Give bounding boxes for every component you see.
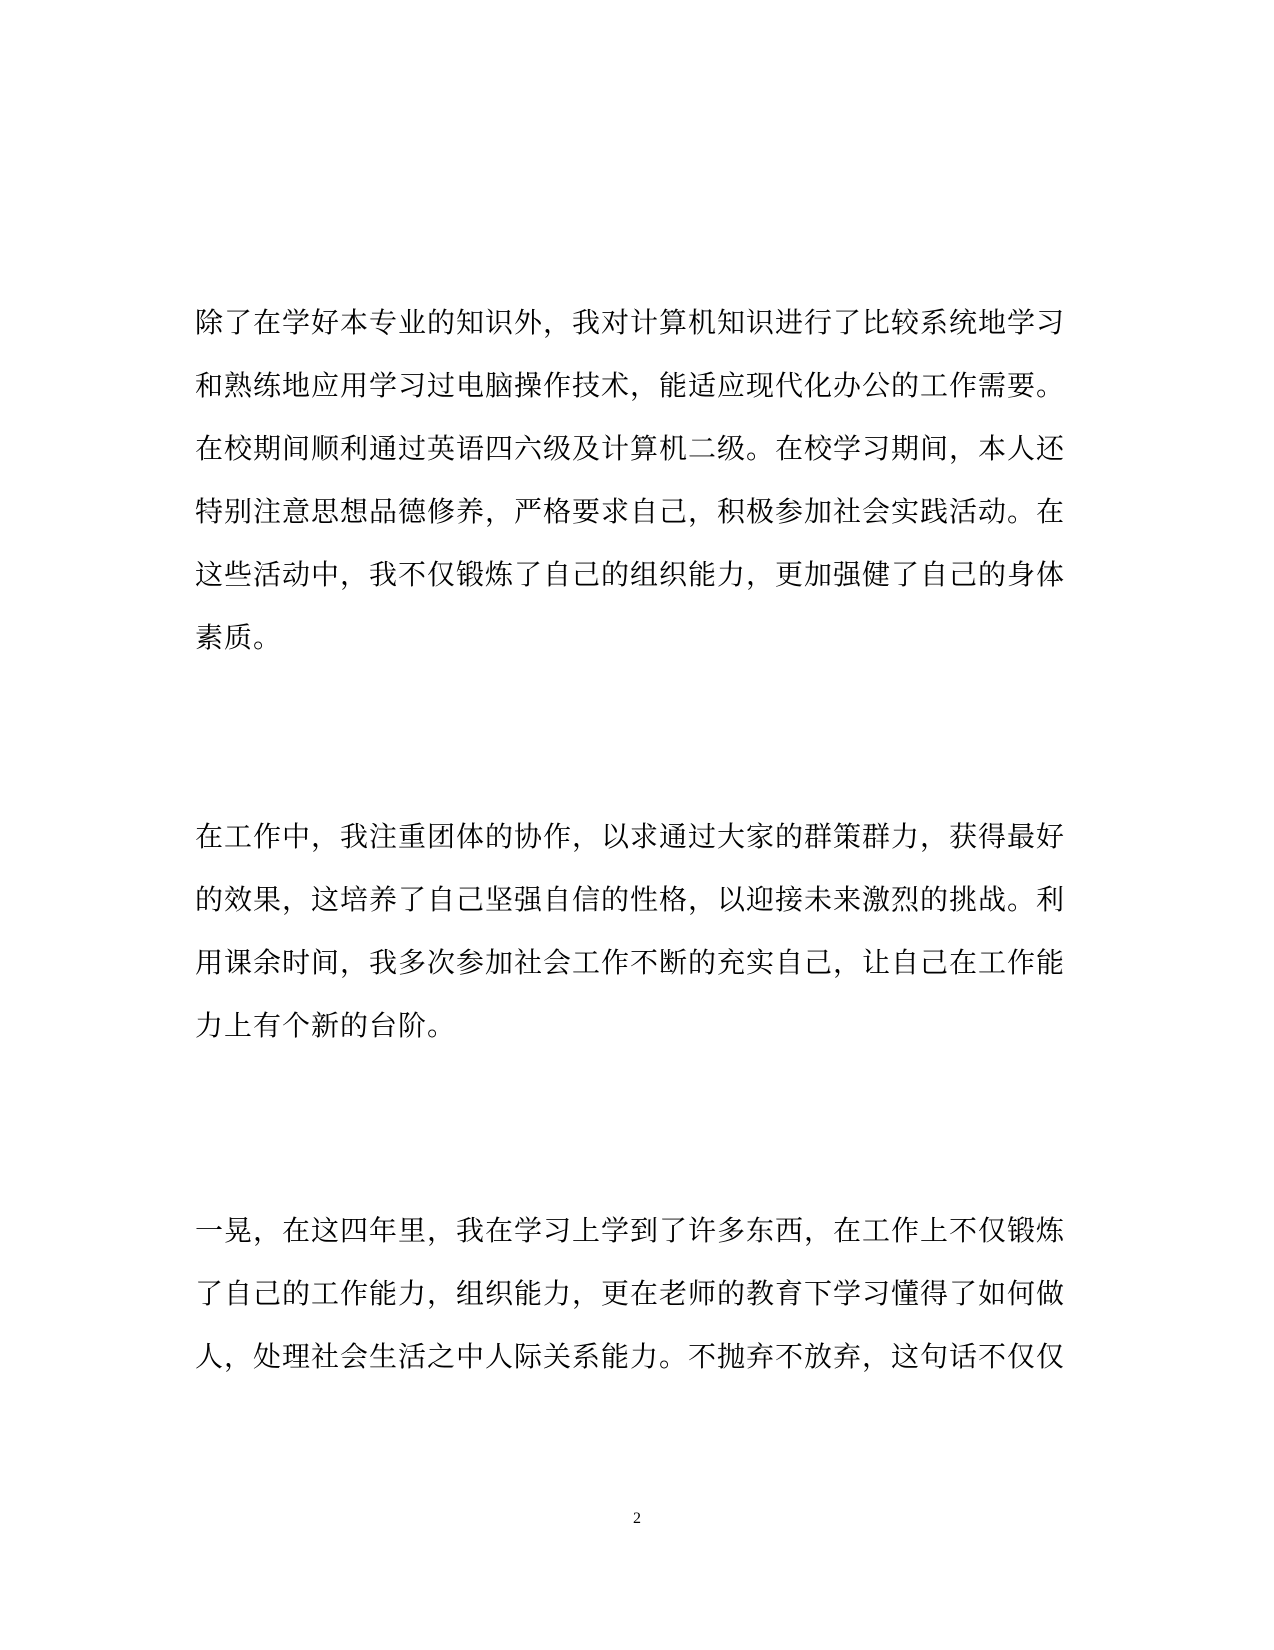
paragraph-line: 力上有个新的台阶。	[195, 1009, 457, 1042]
paragraph-line: 一晃，在这四年里，我在学习上学到了许多东西，在工作上不仅锻炼	[195, 1214, 1066, 1247]
paragraph-line: 特别注意思想品德修养，严格要求自己，积极参加社会实践活动。在	[195, 495, 1066, 528]
paragraph-2	[195, 805, 1075, 1057]
paragraph-3	[195, 1199, 1075, 1388]
page-number: 2	[633, 1510, 641, 1527]
paragraph-line: 人，处理社会生活之中人际关系能力。不抛弃不放弃，这句话不仅仅	[195, 1340, 1066, 1373]
paragraph-line: 用课余时间，我多次参加社会工作不断的充实自己，让自己在工作能	[195, 946, 1066, 979]
paragraph-line: 除了在学好本专业的知识外，我对计算机知识进行了比较系统地学习	[195, 306, 1066, 339]
paragraph-line: 和熟练地应用学习过电脑操作技术，能适应现代化办公的工作需要。	[195, 369, 1066, 402]
paragraph-line: 这些活动中，我不仅锻炼了自己的组织能力，更加强健了自己的身体	[195, 558, 1066, 591]
paragraph-line: 在校期间顺利通过英语四六级及计算机二级。在校学习期间，本人还	[195, 432, 1066, 465]
paragraph-line: 了自己的工作能力，组织能力，更在老师的教育下学习懂得了如何做	[195, 1277, 1066, 1310]
paragraph-line: 在工作中，我注重团体的协作，以求通过大家的群策群力，获得最好	[195, 820, 1066, 853]
paragraph-line: 素质。	[195, 621, 283, 654]
paragraph-line: 的效果，这培养了自己坚强自信的性格，以迎接未来激烈的挑战。利	[195, 883, 1066, 916]
paragraph-1	[195, 291, 1075, 669]
